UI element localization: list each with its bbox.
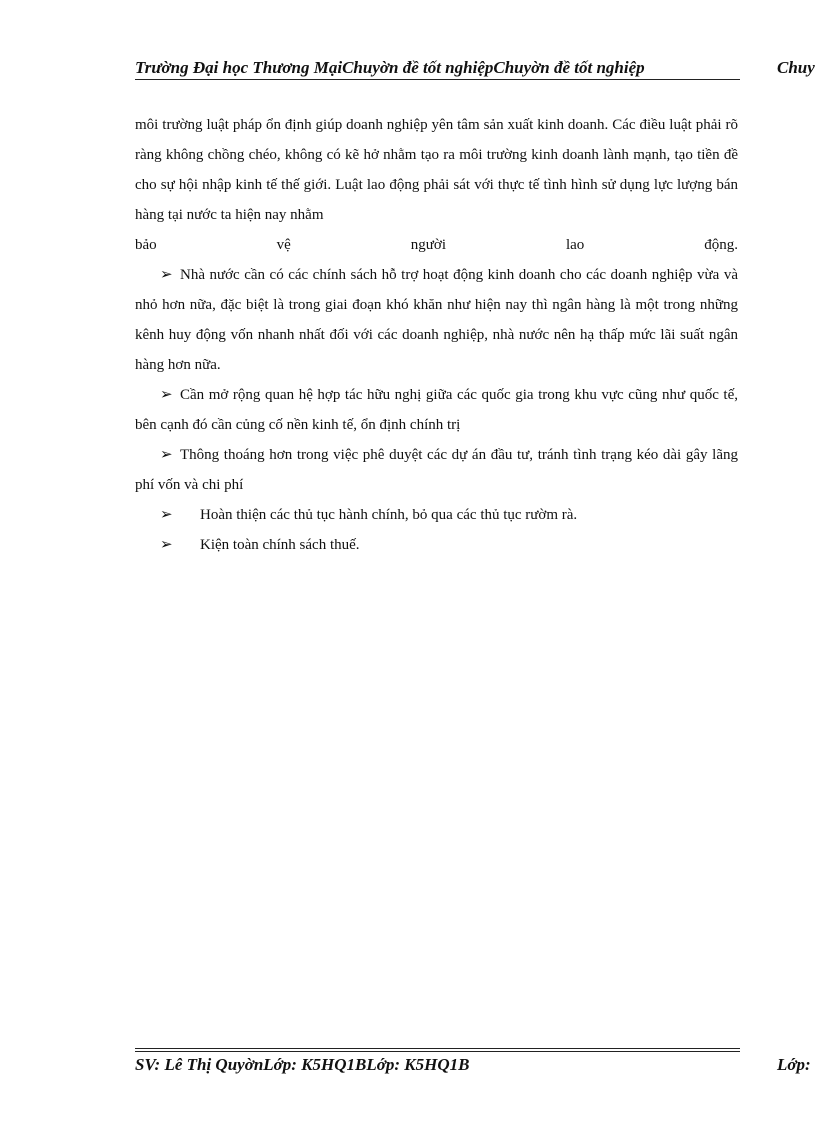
arrow-bullet-icon: ➢ bbox=[160, 537, 173, 553]
arrow-bullet-icon: ➢ bbox=[160, 507, 173, 523]
header-title: Trường Đại học Thương MạiChuyờn đề tốt nghiệpChuyờn đề tốt nghiệp bbox=[135, 58, 645, 77]
header-rule bbox=[135, 79, 740, 80]
bullet-text: Nhà nước cần có các chính sách hỗ trợ hoạt động kinh doanh cho các doanh nghiệp vừa và nhỏ hơn nữa, đặc biệt là trong giai đoạn khó khăn như hiện nay thì ngân hàng là một trong những kênh huy động vốn nhanh nhất đối với các doanh nghiệp, nhà nước nên hạ thấp mức lãi suất ngân hàng hơn nữa. bbox=[135, 267, 738, 373]
footer-rule bbox=[135, 1048, 740, 1049]
short-bullet-item bbox=[135, 500, 738, 530]
page-header bbox=[135, 58, 816, 80]
body-text bbox=[135, 110, 738, 560]
bullet-paragraph bbox=[135, 440, 738, 500]
arrow-bullet-icon: ➢ bbox=[160, 267, 173, 283]
short-bullet-text: Kiện toàn chính sách thuế. bbox=[200, 537, 360, 553]
bullet-paragraph bbox=[135, 380, 738, 440]
paragraph-legal-environment: môi trường luật pháp ổn định giúp doanh nghiệp yên tâm sản xuất kinh doanh. Các điều luật phải rõ ràng không chồng chéo, không có kẽ hở nhằm tạo ra môi trường kinh doanh lành mạnh, tạo tiền đề cho sự hội nhập kinh tế thế giới. Luật lao động phải sát với thực tế tình hình sử dụng lực lượng bán hàng tại nước ta hiện nay nhằm bbox=[135, 117, 738, 223]
arrow-bullet-icon: ➢ bbox=[160, 447, 173, 463]
footer-rule bbox=[135, 1051, 740, 1052]
paragraph-legal-environment-last-line: bảo vệ người lao động. bbox=[135, 237, 738, 253]
bullet-paragraph bbox=[135, 260, 738, 380]
short-bullet-item bbox=[135, 530, 738, 560]
page-footer bbox=[135, 1055, 816, 1077]
footer-overflow-text: Lớp: bbox=[777, 1055, 811, 1074]
bullet-text: Thông thoáng hơn trong việc phê duyệt các dự án đầu tư, tránh tình trạng kéo dài gây lãng phí vốn và chi phí bbox=[135, 447, 738, 493]
bullet-text: Cần mở rộng quan hệ hợp tác hữu nghị giữa các quốc gia trong khu vực cũng như quốc tế, bên cạnh đó cần củng cố nền kinh tế, ổn định chính trị bbox=[135, 387, 738, 433]
footer-student-info: SV: Lê Thị QuyờnLớp: K5HQ1BLớp: K5HQ1B bbox=[135, 1055, 470, 1074]
short-bullet-text: Hoàn thiện các thủ tục hành chính, bỏ qua các thủ tục rườm rà. bbox=[200, 507, 578, 523]
arrow-bullet-icon: ➢ bbox=[160, 387, 173, 403]
header-overflow-text: Chuy bbox=[777, 58, 815, 77]
